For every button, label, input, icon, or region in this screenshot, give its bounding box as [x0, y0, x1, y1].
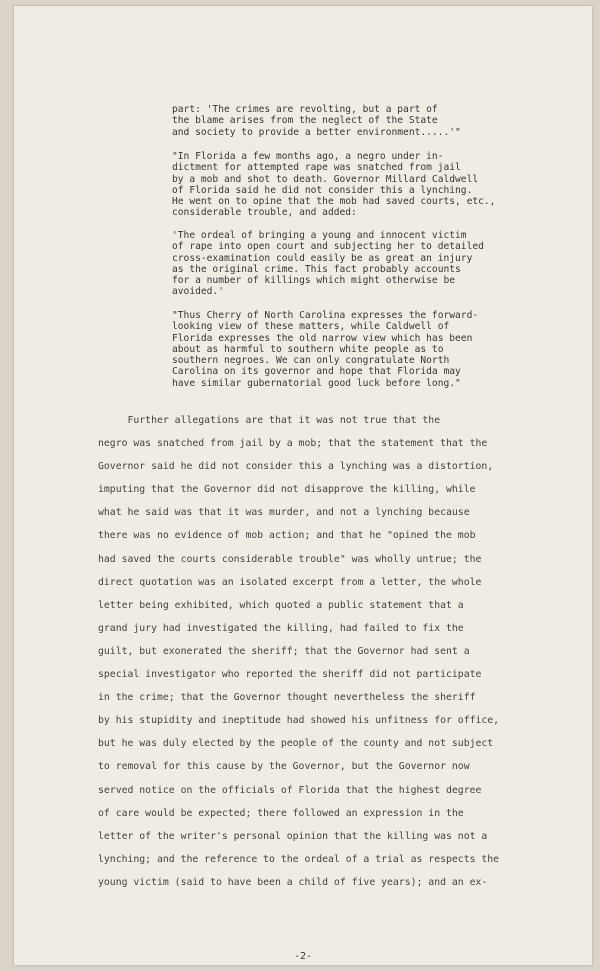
quote-block-3: 'The ordeal of bringing a young and innocent victim of rape into open court and subjecting her to detailed cross-examination could easily be as great an injury as the original crime. This fact probably accounts for a number of killings which might otherwise be avoided.' — [172, 230, 484, 298]
quote-block-2: "In Florida a few months ago, a negro under in- dictment for attempted rape was snatched from jail by a mob and shot to death. Governor Millard Caldwell of Florida said he did not consider this a lynching. He went on to opine that the mob had saved courts, etc., considerable trouble, and added: — [172, 151, 496, 219]
document-page — [14, 6, 592, 965]
quote-block-1: part: 'The crimes are revolting, but a part of the blame arises from the neglect of the State and society to provide a better environment.....'" — [172, 104, 461, 138]
quote-block-4: "Thus Cherry of North Carolina expresses the forward- looking view of these matters, while Caldwell of Florida expresses the old narrow view which has been about as harmful to southern white people as to southern negroes. We can only congratulate North Carolina on its governor and hope that Florida may have similar gubernatorial good luck before long." — [172, 310, 479, 389]
page-number: -2- — [293, 951, 313, 962]
body-paragraph: Further allegations are that it was not true that the negro was snatched from jail by a mob; that the statement that the Governor said he did not consider this a lynching was a distortion, imputing that the Governor did not disapprove the killing, while what he said was that it was murder, and not a lynching because there was no evidence of mob action; and that he "opined the mob had saved the courts considerable trouble" was wholly untrue; the direct quotation was an isolated excerpt from a letter, the whole letter being exhibited, which quoted a public statement that a grand jury had investigated the killing, had failed to fix the guilt, but exonerated the sheriff; that the Governor had sent a special investigator who reported the sheriff did not participate in the crime; that the Governor thought nevertheless the sheriff by his stupidity and ineptitude had showed his unfitness for office, but he was duly elected by the people of the county and not subject to removal for this cause by the Governor, but the Governor now served notice on the officials of Florida that the highest degree of care would be expected; there followed an expression in the letter of the writer's personal opinion that the killing was not a lynching; and the reference to the ordeal of a trial as respects the young victim (said to have been a child of five years); and an ex- — [98, 415, 500, 888]
